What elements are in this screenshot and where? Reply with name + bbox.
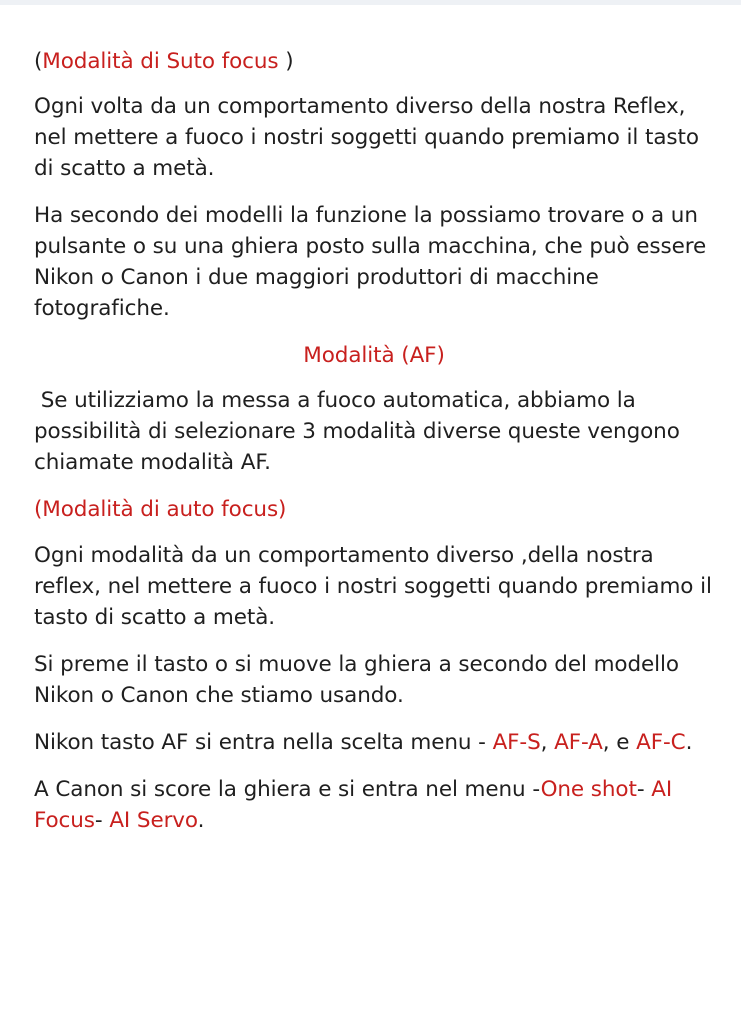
top-strip (0, 0, 741, 5)
heading-suto-focus-text: Modalità di Suto focus (42, 49, 279, 74)
nikon-intro: Nikon tasto AF si entra nella scelta menu - (34, 730, 493, 755)
mode-af-s: AF-S (492, 730, 541, 755)
mode-ai-focus: AI Focus (34, 777, 673, 833)
paragraph-2: Ha secondo dei modelli la funzione la possiamo trovare o a un pulsante o su una ghiera posto sulla macchina, che può essere Nikon o Canon i due maggiori produttori di macchine fotografiche. (34, 203, 707, 321)
canon-sep-1: - (636, 777, 652, 802)
article-body (34, 46, 714, 852)
mode-one-shot: One shot (540, 777, 637, 802)
canon-end: . (197, 808, 205, 833)
heading-modalita-af: Modalità (AF) (303, 343, 445, 368)
paragraph-4: Ogni modalità da un comportamento diverso ,della nostra reflex, nel mettere a fuoco i nostri soggetti quando premiamo il tasto di scatto a metà. (34, 543, 712, 630)
paragraph-1: Ogni volta da un comportamento diverso della nostra Reflex, nel mettere a fuoco i nostri soggetti quando premiamo il tasto di scatto a metà. (34, 94, 699, 181)
canon-sep-2: - (94, 808, 110, 833)
nikon-sep-2: , e (602, 730, 637, 755)
nikon-sep-1: , (540, 730, 555, 755)
mode-ai-servo: AI Servo (109, 808, 198, 833)
mode-af-c: AF-C (636, 730, 686, 755)
paragraph-5: Si preme il tasto o si muove la ghiera a secondo del modello Nikon o Canon che stiamo usando. (34, 652, 679, 708)
canon-intro: A Canon si score la ghiera e si entra nel menu - (34, 777, 541, 802)
paragraph-nikon (34, 727, 714, 758)
mode-af-a: AF-A (554, 730, 603, 755)
paragraph-canon (34, 774, 714, 836)
heading-close-paren: ) (278, 49, 294, 74)
paragraph-3: Se utilizziamo la messa a fuoco automatica, abbiamo la possibilità di selezionare 3 modalità diverse queste vengono chiamate modalità AF. (34, 388, 687, 475)
heading-auto-focus: (Modalità di auto focus) (34, 497, 287, 522)
heading-open-paren: ( (34, 49, 43, 74)
heading-suto-focus (34, 46, 714, 77)
nikon-end: . (685, 730, 693, 755)
